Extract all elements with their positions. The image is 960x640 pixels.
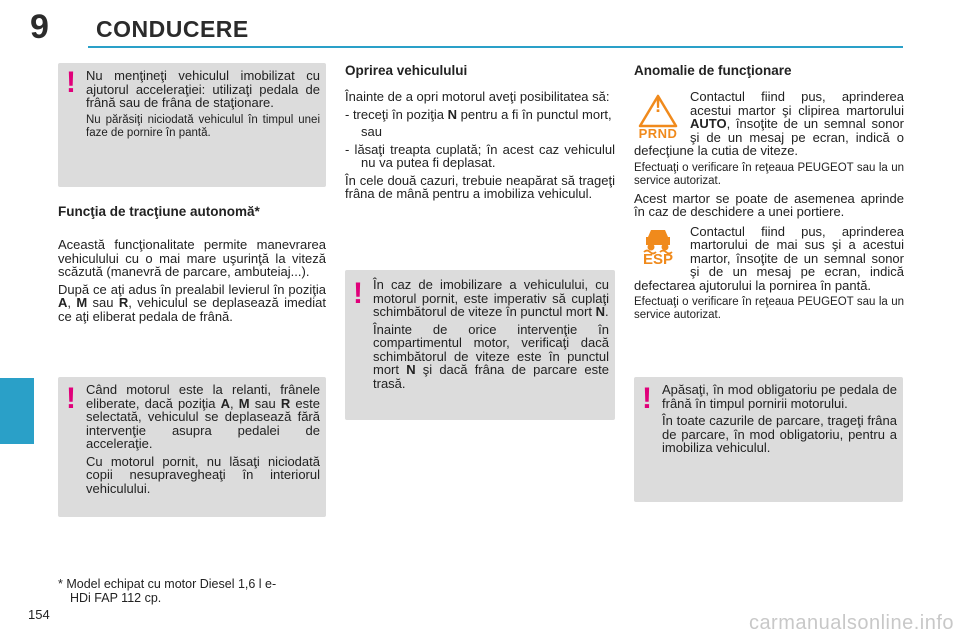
warning-note-start-brake — [634, 377, 903, 502]
paragraph: Această funcţionalitate permite manevrarea vehiculului cu o mai mare uşurinţă la viteză scăzută (manevră de parcare, ambuteiaj...). — [58, 237, 326, 279]
list-item: - lăsaţi treapta cuplată; în acest caz vehiculul nu va putea fi deplasat. — [345, 141, 615, 170]
paragraph: În cele două cazuri, trebuie neapărat să trageţi frâna de mână pentru a imobiliza vehiculul. — [345, 172, 615, 201]
note-text: Cu motorul pornit, nu lăsaţi niciodată copii nesupravegheaţi în interiorul vehiculului. — [86, 453, 320, 496]
prnd-warning-icon: ! PRND — [638, 96, 678, 141]
paragraph: Acest martor se poate de asemenea aprinde în caz de deschidere a unei portiere. — [634, 190, 904, 219]
page-number: 154 — [28, 607, 50, 622]
warning-note-idle-brake — [58, 63, 326, 187]
paragraph: După ce aţi adus în prealabil levierul în poziţia A, M sau R, vehiculul se deplasează imediat ce aţi eliberat pedala de frână. — [58, 281, 326, 324]
malfunction-body — [634, 90, 904, 322]
warning-exclamation-icon: ! — [353, 277, 363, 310]
note-text: În toate cazurile de parcare, trageţi frâna de parcare, în mod obligatoriu, pentru a imobiliza vehiculul. — [662, 413, 897, 455]
section-heading-traction: Funcţia de tracţiune autonomă* — [58, 204, 260, 219]
warning-exclamation-icon: ! — [66, 382, 76, 415]
warning-note-idle-creep — [58, 377, 326, 517]
paragraph: Contactul fiind pus, aprinderea martorului de mai sus şi a acestui martor, însoţite de un semnal sonor şi de un mesaj pe ecran, indică defectarea ajutorului la pornirea în pantă. — [634, 223, 904, 293]
list-separator: sau — [361, 124, 382, 139]
paragraph: Înainte de a opri motorul aveţi posibilitatea să: — [345, 89, 610, 104]
footnote: * Model echipat cu motor Diesel 1,6 l e- HDi FAP 112 cp. — [58, 577, 277, 605]
note-text: În caz de imobilizare a vehiculului, cu motorul pornit, este imperativ să cuplaţi schimbătorul de viteze în punctul mort N. — [373, 277, 609, 319]
esp-car-icon: ESP — [634, 225, 682, 273]
list-item: - treceţi în poziţia N pentru a fi în punctul mort, — [345, 106, 612, 122]
note-text: Apăsaţi, în mod obligatoriu pe pedala de frână în timpul pornirii motorului. — [662, 382, 897, 411]
chapter-number: 9 — [30, 8, 49, 46]
watermark: carmanualsonline.info — [748, 612, 954, 634]
paragraph: Efectuaţi o verificare în reţeaua PEUGEOT sau la un service autorizat. — [634, 296, 904, 321]
chapter-side-tab — [0, 378, 34, 444]
paragraph: Contactul fiind pus, aprinderea acestui martor şi clipirea martorului AUTO, însoţite de un semnal sonor şi de un mesaj pe ecran, indică o defecţiune la cutia de viteze. — [634, 89, 904, 158]
warning-note-neutral — [345, 270, 615, 420]
note-text: Înainte de orice intervenţie în compartimentul motor, verificaţi dacă schimbătorul de viteze este în punctul mort N şi dacă frâna de parcare este trasă. — [373, 321, 609, 391]
traction-body — [58, 238, 326, 323]
page-title: CONDUCERE — [96, 16, 249, 42]
note-text: Nu părăsiţi niciodată vehiculul în timpul unei faze de pornire în pantă. — [86, 113, 320, 139]
warning-exclamation-icon: ! — [66, 66, 76, 99]
section-heading-malfunction: Anomalie de funcţionare — [634, 63, 792, 78]
stopping-body — [345, 90, 615, 201]
paragraph: Efectuaţi o verificare în reţeaua PEUGEOT sau la un service autorizat. — [634, 161, 904, 187]
section-heading-stopping: Oprirea vehiculului — [345, 63, 468, 78]
header-rule — [88, 46, 903, 48]
note-text: Când motorul este la relanti, frânele eliberate, dacă poziţia A, M sau R este selectată, vehiculul se deplasează fără intervenţie asupra pedalei de acceleraţie. — [86, 382, 320, 451]
note-text: Nu menţineţi vehiculul imobilizat cu ajutorul acceleraţiei: utilizaţi pedala de frână sau de frâna de staţionare. — [86, 68, 320, 110]
warning-exclamation-icon: ! — [642, 382, 652, 415]
